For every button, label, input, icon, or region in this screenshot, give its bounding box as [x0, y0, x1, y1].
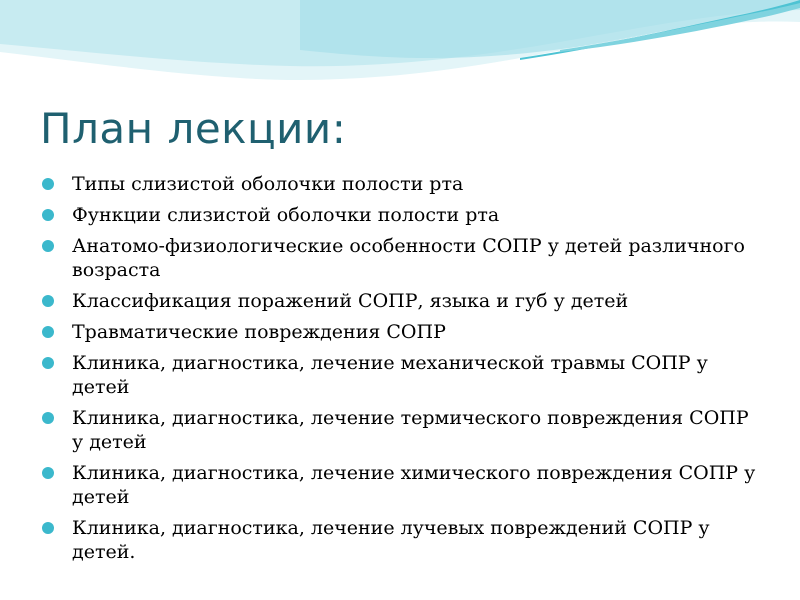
bullet-dot-icon — [42, 295, 54, 307]
bullet-dot-icon — [42, 209, 54, 221]
list-item-text: Анатомо-физиологические особенности СОПР у детей различного возраста — [72, 235, 745, 281]
list-item — [42, 172, 762, 196]
bullet-dot-icon — [42, 326, 54, 338]
bullet-dot-icon — [42, 467, 54, 479]
list-item-text: Клиника, диагностика, лечение химического повреждения СОПР у детей — [72, 462, 756, 508]
list-item-text: Травматические повреждения СОПР — [72, 321, 446, 343]
list-item-text: Клиника, диагностика, лечение механической травмы СОПР у детей — [72, 352, 708, 398]
bullet-dot-icon — [42, 240, 54, 252]
list-item — [42, 203, 762, 227]
list-item — [42, 461, 762, 509]
lecture-plan-list — [42, 172, 762, 571]
bullet-dot-icon — [42, 522, 54, 534]
list-item-text: Клиника, диагностика, лечение термического повреждения СОПР у детей — [72, 407, 749, 453]
list-item — [42, 289, 762, 313]
list-item — [42, 320, 762, 344]
bullet-dot-icon — [42, 357, 54, 369]
bullet-dot-icon — [42, 178, 54, 190]
list-item — [42, 516, 762, 564]
bullet-dot-icon — [42, 412, 54, 424]
list-item — [42, 351, 762, 399]
list-item — [42, 234, 762, 282]
slide-title: План лекции: — [40, 104, 347, 153]
decorative-wave-header — [0, 0, 800, 100]
list-item-text: Типы слизистой оболочки полости рта — [72, 173, 464, 195]
list-item — [42, 406, 762, 454]
list-item-text: Классификация поражений СОПР, языка и губ у детей — [72, 290, 629, 312]
list-item-text: Клиника, диагностика, лечение лучевых повреждений СОПР у детей. — [72, 517, 710, 563]
list-item-text: Функции слизистой оболочки полости рта — [72, 204, 500, 226]
